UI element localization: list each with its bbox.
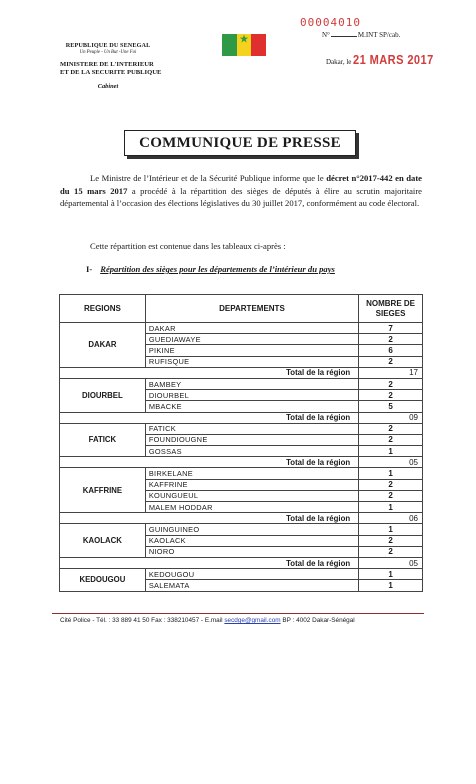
region-total-value: 06 [359,513,423,524]
column-header-seats [359,295,423,323]
seat-distribution-table [59,294,423,592]
document-title: COMMUNIQUE DE PRESSE [139,134,341,151]
table-row [60,378,423,389]
national-motto: Un Peuple - Un But -Une Foi [79,50,137,55]
region-total-value: 05 [359,557,423,568]
department-name: KAOLACK [145,535,358,546]
department-seats: 2 [359,423,423,434]
department-name: NIORO [145,546,358,557]
department-seats: 2 [359,356,423,367]
ministry-line-1: MINISTERE DE L'INTERIEUR [60,61,154,68]
table-row [60,423,423,434]
department-seats: 2 [359,546,423,557]
department-name: DIOURBEL [145,390,358,401]
department-seats: 2 [359,479,423,490]
department-seats: 2 [359,535,423,546]
region-total-row [60,557,423,568]
department-seats: 1 [359,580,423,591]
region-total-row [60,367,423,378]
department-seats: 1 [359,524,423,535]
department-name: GUEDIAWAYE [145,334,358,345]
table-header-row [60,295,423,323]
place-label: Dakar, le [326,58,352,66]
department-name: GUINGUINEO [145,524,358,535]
department-name: BAMBEY [145,378,358,389]
table-row [60,323,423,334]
department-name: MALEM HODDAR [145,502,358,513]
region-total-value: 17 [359,367,423,378]
department-name: SALEMATA [145,580,358,591]
department-seats: 6 [359,345,423,356]
department-name: GOSSAS [145,446,358,457]
department-name: KEDOUGOU [145,569,358,580]
department-seats: 2 [359,334,423,345]
department-seats: 2 [359,390,423,401]
senegal-flag-icon [222,34,266,56]
column-header-seats-line-1: NOMBRE DE [366,298,415,308]
department-seats: 1 [359,569,423,580]
department-seats: 2 [359,434,423,445]
department-name: BIRKELANE [145,468,358,479]
footer-po-box: BP : 4002 Dakar-Sénégal [280,617,355,624]
table-row [60,524,423,535]
registration-stamp-number: 00004010 [300,16,361,29]
department-name: MBACKE [145,401,358,412]
reference-suffix: M.INT SP/cab. [357,31,401,39]
region-name: KAFFRINE [60,468,146,513]
region-total-label: Total de la région [60,367,359,378]
letterhead [48,42,168,90]
region-total-label: Total de la région [60,457,359,468]
reference-number [322,31,400,39]
flag-yellow-band [237,34,252,56]
flag-green-band [222,34,237,56]
region-total-row [60,412,423,423]
reference-prefix: N° [322,31,330,39]
department-name: PIKINE [145,345,358,356]
section-title: Répartition des sièges pour les départements de l’intérieur du pays [100,264,335,274]
decree-reference: décret n°2017-442 en date du 15 mars 2017 [60,173,422,196]
region-name: KEDOUGOU [60,569,146,591]
region-name: DIOURBEL [60,378,146,412]
department-name: FOUNDIOUGNE [145,434,358,445]
region-name: KAOLACK [60,524,146,558]
region-total-value: 09 [359,412,423,423]
intro-paragraph [60,172,422,210]
date-stamp: 21 MARS 2017 [353,52,434,67]
department-seats: 7 [359,323,423,334]
ministry-name [48,61,168,77]
republic-name: REPUBLIQUE DU SENEGAL [65,42,151,49]
department-seats: 2 [359,490,423,501]
region-name: DAKAR [60,323,146,368]
department-name: RUFISQUE [145,356,358,367]
footer-divider [52,613,424,614]
department-seats: 1 [359,446,423,457]
department-seats: 5 [359,401,423,412]
intro-text-b: a procédé à la répartition des sièges de députés à élire au scrutin majoritaire départemental à l’occasion des élections législatives du 30 juillet 2017, conformément au code électoral. [60,185,422,208]
section-heading [86,264,335,274]
table-row [60,569,423,580]
department-seats: 2 [359,378,423,389]
document-title-box [124,130,356,156]
cabinet-label: Cabinet [97,83,119,90]
department-name: KAFFRINE [145,479,358,490]
region-name: FATICK [60,423,146,457]
region-total-row [60,457,423,468]
table-intro-paragraph: Cette répartition est contenue dans les tableaux ci-après : [90,241,286,251]
dateline [326,52,448,67]
footer-address: Cité Police - Tél. : 33 889 41 50 Fax : 338210457 - E.mail [60,617,225,624]
department-seats: 1 [359,502,423,513]
department-name: KOUNGUEUL [145,490,358,501]
footer [60,617,428,624]
region-total-value: 05 [359,457,423,468]
intro-text-a: Le Ministre de l’Intérieur et de la Sécurité Publique informe que le [90,173,327,183]
flag-star-icon: ★ [239,32,249,46]
department-seats: 1 [359,468,423,479]
department-name: DAKAR [145,323,358,334]
region-total-label: Total de la région [60,557,359,568]
department-name: FATICK [145,423,358,434]
flag-red-band [251,34,266,56]
column-header-departments: DEPARTEMENTS [145,295,358,323]
column-header-regions: REGIONS [60,295,146,323]
region-total-label: Total de la région [60,513,359,524]
table-body [60,323,423,592]
region-total-label: Total de la région [60,412,359,423]
ministry-line-2: ET DE LA SECURITE PUBLIQUE [60,69,162,76]
table-row [60,468,423,479]
column-header-seats-line-2: SIEGES [375,308,406,318]
section-number: I- [86,264,93,274]
region-total-row [60,513,423,524]
reference-blank [331,36,357,37]
footer-email-link[interactable]: secdge@gmail.com [224,617,281,624]
